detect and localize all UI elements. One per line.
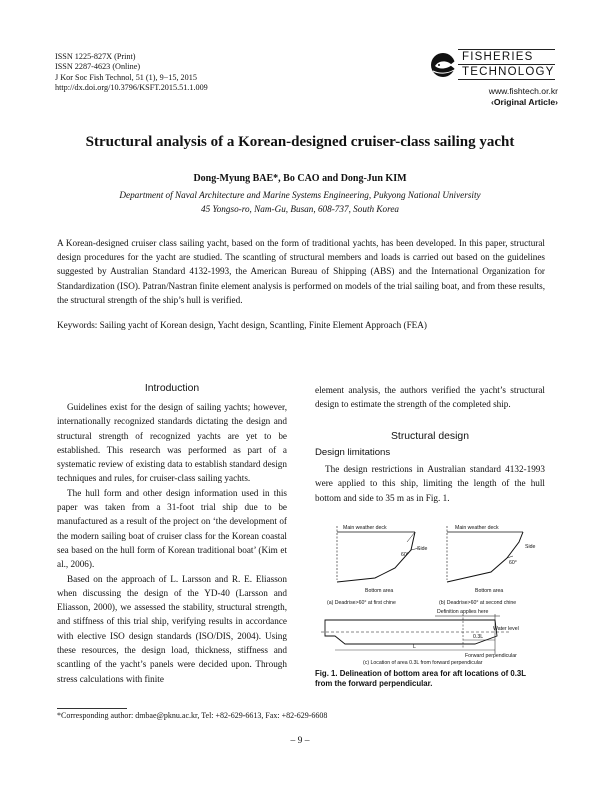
website-link[interactable]: www.fishtech.or.kr — [488, 86, 558, 96]
journal-logo — [430, 48, 558, 81]
fig-a-angle-label: 60° — [401, 552, 409, 558]
fish-logo-icon — [430, 52, 458, 78]
fig-b-bottom-label: Bottom area — [475, 588, 504, 594]
fig-a-side-label: Side — [417, 546, 428, 552]
fig-a-caption: (a) Deadrise>60° at first chine — [327, 600, 396, 606]
fig-a-main-deck-label: Main weather deck — [343, 525, 387, 531]
logo-text-fisheries: FISHERIES — [462, 51, 534, 63]
structural-design-heading: Structural design — [391, 431, 469, 442]
citation: J Kor Soc Fish Technol, 51 (1), 9−15, 2015 — [55, 72, 197, 82]
introduction-body — [57, 400, 287, 686]
journal-meta — [55, 52, 208, 94]
issn-print: ISSN 1225-827X (Print) — [55, 52, 136, 61]
design-limitations-subheading: Design limitations — [315, 447, 391, 458]
fig-b-caption: (b) Deadrise>60° at second chine — [439, 600, 517, 606]
figure-1c — [321, 609, 519, 666]
fig-c-definition-label: Definition applies here — [437, 609, 489, 615]
affiliation-line-1: Department of Naval Architecture and Marine Systems Engineering, Pukyong National University — [119, 190, 481, 200]
fig-c-waterlevel-label: Water level — [493, 626, 519, 632]
footnote-rule — [57, 708, 127, 709]
page-number: – 9 – — [290, 736, 310, 746]
logo-text-technology: TECHNOLOGY — [462, 66, 555, 78]
fig-c-caption: (c) Location of area 0.3L from forward perpendicular — [363, 660, 483, 666]
article-type: ‹Original Article› — [490, 96, 558, 107]
keywords: Keywords: Sailing yacht of Korean design, Yacht design, Scantling, Finite Element Approach (FEA) — [57, 320, 427, 330]
abstract: A Korean-designed cruiser class sailing yacht, based on the form of traditional yachts, has been developed. In this paper, structural design procedures for the yacht are studied. The scantling of structural members and loads is carried out based on the guidelines suggested by Australian Standard 4132-1993, the American Bureau of Shipping (ABS) and the International Organization for Standardization (ISO). Patran/Nastran finite element analysis is performed on models of the trial sailing boat, and from these results, the structural strength of the ship’s hull is verified. — [57, 238, 545, 305]
figure-1a — [327, 525, 427, 606]
fig-b-main-deck-label: Main weather deck — [455, 525, 499, 531]
journal-site — [440, 86, 558, 107]
paper-title: Structural analysis of a Korean-designed cruiser-class sailing yacht — [85, 134, 515, 150]
fig-b-side-label: Side — [525, 544, 536, 550]
figure-1 — [315, 518, 545, 666]
figure-1-caption: Fig. 1. Delineation of bottom area for aft locations of 0.3L from the forward perpendicular. — [315, 669, 526, 688]
affiliation — [0, 189, 600, 216]
fig-a-bottom-label: Bottom area — [365, 588, 394, 594]
paper-authors: Dong-Myung BAE*, Bo CAO and Dong-Jun KIM — [193, 173, 407, 184]
right-column-continuation: element analysis, the authors verified the yacht’s structural design to estimate the strength of the completed ship. — [315, 385, 545, 410]
fig-c-03l-label: 0.3L — [473, 634, 484, 640]
fig-c-forward-label: Forward perpendicular — [465, 653, 517, 659]
intro-paragraph-3: Based on the approach of L. Larsson and R. E. Eliasson when discussing the design of the YD-40 (Larsson and Eliasson, 2000), we assessed the stability, structural strength, and stiffness of this trial ship, verifying results in accordance with elective ISO design standards (ISO/DIS, 2004). Using these resources, the design load, thickness, stiffness and scantling of the yacht’s panels were decided upon. Through stress calculations with finite — [57, 573, 287, 684]
issn-online: ISSN 2287-4623 (Online) — [55, 62, 141, 72]
fig-c-L-label: L — [413, 644, 416, 650]
design-limitations-paragraph: The design restrictions in Australian standard 4132-1993 were applied to this ship, limiting the length of the hull bottom and side to 35 m as in Fig. 1. — [315, 464, 545, 503]
corresponding-author-footnote: *Corresponding author: dmbae@pknu.ac.kr, Tel: +82-629-6613, Fax: +82-629-6608 — [57, 711, 328, 720]
affiliation-line-2: 45 Yongso-ro, Nam-Gu, Busan, 608-737, South Korea — [200, 203, 400, 214]
doi-link[interactable]: http://dx.doi.org/10.3796/KSFT.2015.51.1.009 — [55, 83, 208, 93]
fig-b-angle-label: 60° — [509, 560, 517, 566]
intro-paragraph-1: Guidelines exist for the design of sailing yachts; however, internationally recognized standards dictating the design and structural strength of recognized yachts are yet to be established. This research was performed as part of a systematic review of existing data to establish standard design techniques and rules, for cruiser-class sailing yachts. — [57, 402, 287, 484]
figure-1b — [439, 525, 535, 606]
design-limitations-body — [315, 462, 545, 505]
intro-paragraph-2: The hull form and other design information used in this paper was taken from a 31-foot trial ship due to be manufactured as a result of the project on ‘the development of the modern sailing boat of cruiser class for the Korean coastal sea based on the hull form of Korean traditional boat’ (Kim et al., 2006). — [57, 487, 287, 570]
introduction-heading: Introduction — [144, 383, 200, 394]
